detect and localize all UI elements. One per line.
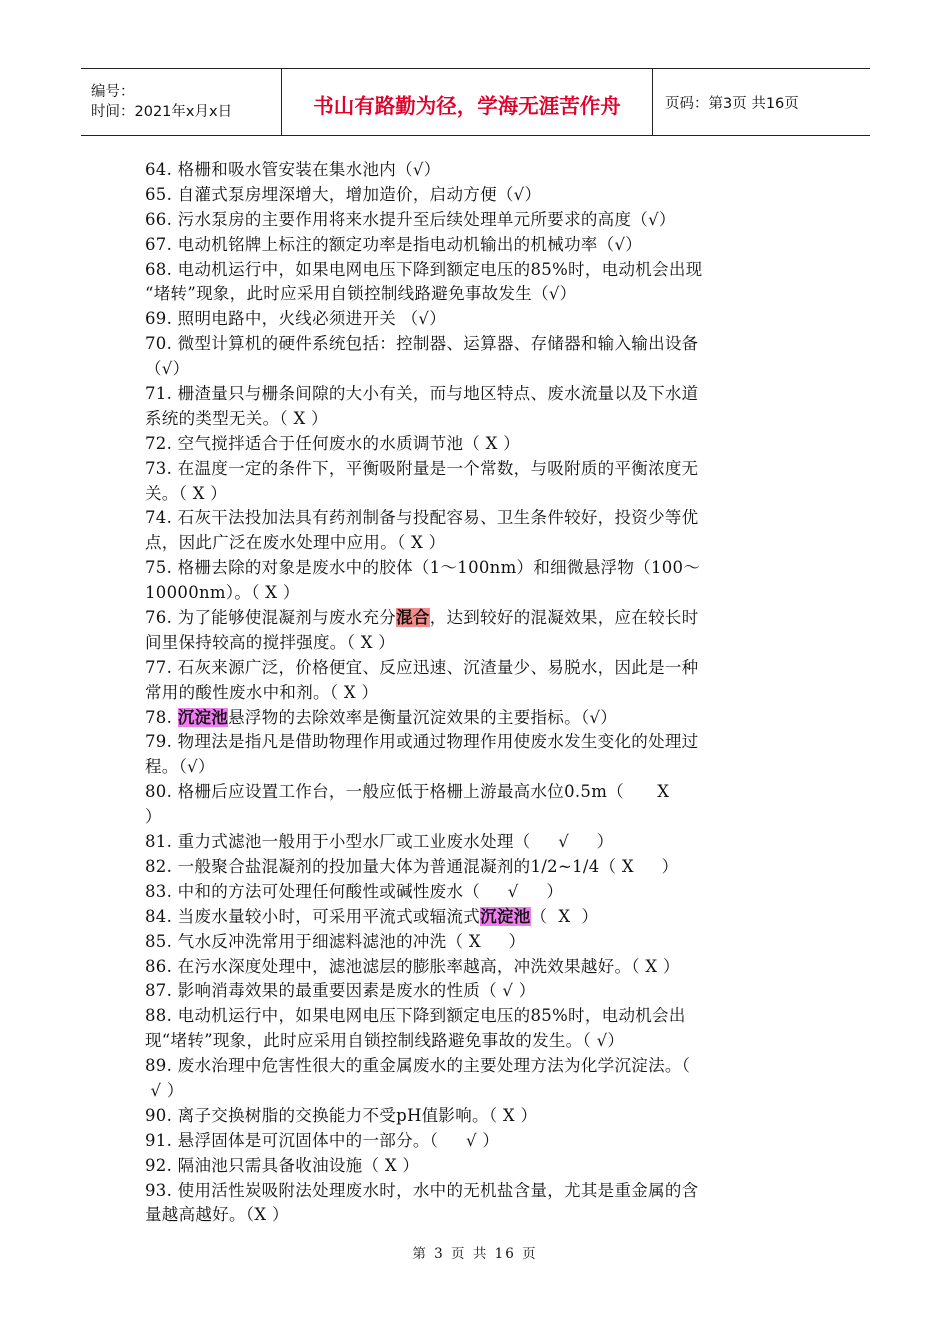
text-line: 81. 重力式滤池一般用于小型水厂或工业废水处理（ √ ） [145,832,614,852]
text-line: 关。（ X ） [145,483,228,503]
text-line: 点，因此广泛在废水处理中应用。（ X ） [145,533,446,553]
text-line: 74. 石灰干法投加法具有药剂制备与投配容易、卫生条件较好，投资少等优 [145,508,699,528]
text-line: 系统的类型无关。（ X ） [145,408,328,428]
line-text: 78. [145,707,178,727]
text-line: 86. 在污水深度处理中，滤池滤层的膨胀率越高，冲洗效果越好。（ X ） [145,956,680,976]
text-line: 68. 电动机运行中，如果电网电压下降到额定电压的85%时，电动机会出现 [145,259,703,279]
text-line: 89. 废水治理中危害性很大的重金属废水的主要处理方法为化学沉淀法。（ [145,1056,691,1076]
text-line: 85. 气水反冲洗常用于细滤料滤池的冲洗（ X ） [145,931,526,951]
text-line: 79. 物理法是指凡是借助物理作用或通过物理作用使废水发生变化的处理过 [145,732,699,752]
text-line: 82. 一般聚合盐混凝剂的投加量大体为普通混凝剂的1/2~1/4（ X ） [145,856,679,876]
text-line: 67. 电动机铭牌上标注的额定功率是指电动机输出的机械功率（√） [145,234,643,254]
text-line: 72. 空气搅拌适合于任何废水的水质调节池（ X ） [145,433,521,453]
text-line: 71. 栅渣量只与栅条间隙的大小有关，而与地区特点、废水流量以及下水道 [145,384,699,404]
text-line: √ ） [145,1080,184,1100]
line-text: ，达到较好的混凝效果，应在较长时 [429,608,699,628]
text-line: 10000nm）。（ X ） [145,583,300,603]
header-page-info: 页码：第3页 共16页 [665,95,799,112]
text-line: 现“堵转”现象，此时应采用自锁控制线路避免事故的发生。（ √） [145,1031,625,1051]
text-line: 91. 悬浮固体是可沉固体中的一部分。（ √ ） [145,1130,500,1150]
text-line: 87. 影响消毒效果的最重要因素是废水的性质（ √ ） [145,981,536,1001]
text-line: 64. 格栅和吸水管安装在集水池内（√） [145,160,441,179]
text-line: 80. 格栅后应设置工作台，一般应低于格栅上游最高水位0.5m（ X [145,782,670,802]
line-text: （ X ） [530,906,599,926]
highlighted-term: 沉淀池 [177,707,229,727]
question-list [145,158,785,1228]
text-line: 65. 自灌式泵房埋深增大，增加造价，启动方便（√） [145,184,542,204]
text-line [145,905,785,930]
highlighted-term: 沉淀池 [480,906,531,926]
page-header [81,68,870,136]
header-motto: 书山有路勤为径，学海无涯苦作舟 [282,69,653,135]
text-line: ） [145,807,162,827]
number-label: 编号： [91,84,135,100]
text-line: “堵转”现象，此时应采用自锁控制线路避免事故发生（√） [145,284,577,304]
text-line: 量越高越好。（X ） [145,1205,289,1225]
header-meta [81,69,282,135]
page-footer: 第 3 页 共 16 页 [412,1246,538,1262]
text-line: 常用的酸性废水中和剂。（ X ） [145,682,379,702]
text-line: 75. 格栅去除的对象是废水中的胶体（1～100nm）和细微悬浮物（100～ [145,558,701,578]
text-line: 88. 电动机运行中，如果电网电压下降到额定电压的85%时，电动机会出 [145,1006,686,1026]
text-line: 83. 中和的方法可处理任何酸性或碱性废水（ √ ） [145,881,564,901]
text-line: 73. 在温度一定的条件下，平衡吸附量是一个常数，与吸附质的平衡浓度无 [145,458,699,478]
line-text: 悬浮物的去除效率是衡量沉淀效果的主要指标。（√） [228,707,618,727]
line-text: 76. 为了能够使混凝剂与废水充分 [145,608,397,628]
text-line: 92. 隔油池只需具备收油设施（ X ） [145,1155,420,1175]
text-line: 90. 离子交换树脂的交换能力不受pH值影响。（ X ） [145,1105,538,1125]
text-line: 69. 照明电路中，火线必须进开关 （√） [145,309,447,329]
text-line: 间里保持较高的搅拌强度。（ X ） [145,632,396,652]
time-label: 时间：2021年x月x日 [91,104,233,120]
text-line: 93. 使用活性炭吸附法处理废水时，水中的无机盐含量，尤其是重金属的含 [145,1180,699,1200]
text-line: 70. 微型计算机的硬件系统包括：控制器、运算器、存储器和输入输出设备 [145,334,699,354]
text-line [145,606,785,631]
text-line: 程。（√） [145,757,215,777]
text-line: 77. 石灰来源广泛，价格便宜、反应迅速、沉渣量少、易脱水，因此是一种 [145,657,699,677]
line-text: 84. 当废水量较小时，可采用平流式或辐流式 [145,906,481,926]
text-line: 66. 污水泵房的主要作用将来水提升至后续处理单元所要求的高度（√） [145,209,676,229]
highlighted-term: 混合 [396,608,430,628]
text-line [145,706,785,731]
text-line: （√） [145,359,190,379]
